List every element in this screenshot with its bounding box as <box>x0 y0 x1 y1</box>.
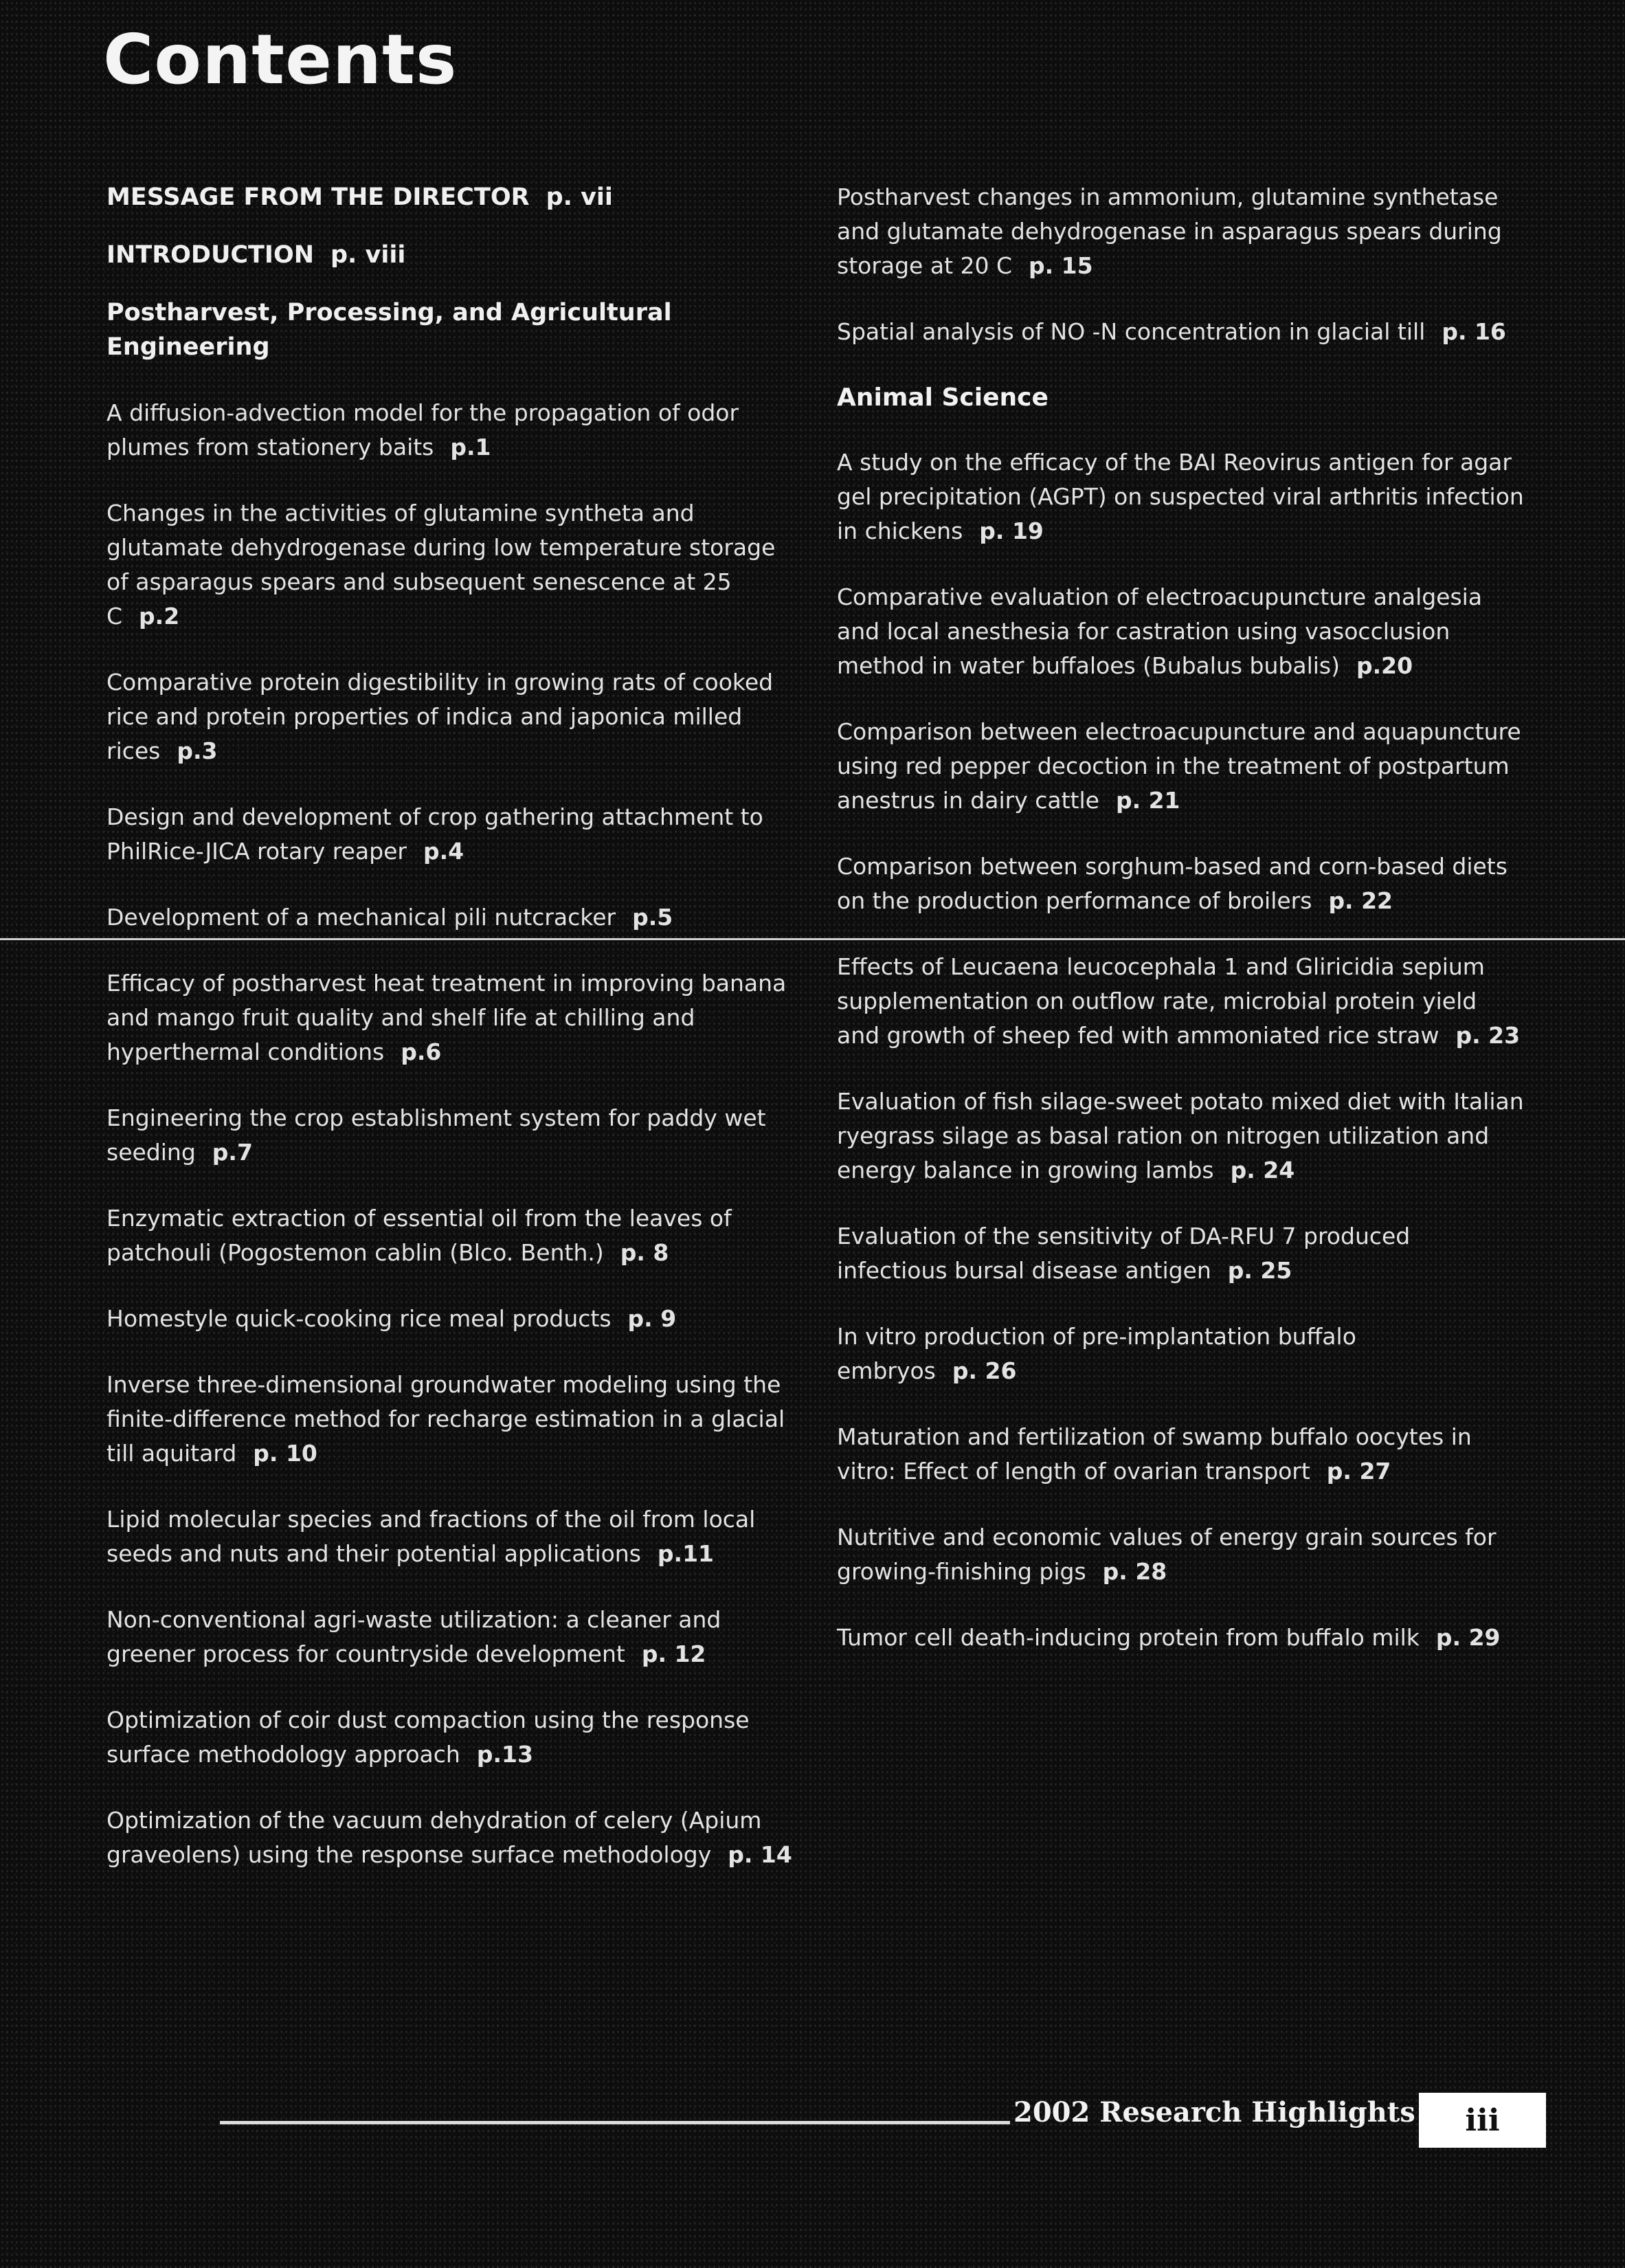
entry-title: Comparison between sorghum-based and corn-based diets on the production performance of broilers <box>837 853 1508 914</box>
entry-page: p. 15 <box>1029 252 1093 279</box>
footer-publication-title: 2002 Research Highlights <box>1013 2096 1415 2128</box>
entry-title: Postharvest changes in ammonium, glutamine synthetase and glutamate dehydrogenase in asparagus spears during storage at 20 C <box>837 184 1502 279</box>
entry-page: p. 9 <box>627 1305 677 1332</box>
toc-entry[interactable] <box>837 1520 1524 1589</box>
page-title: Contents <box>103 19 458 100</box>
toc-entry[interactable] <box>107 665 794 768</box>
entry-page: p. 29 <box>1435 1624 1501 1651</box>
section-heading-animal-science: Animal Science <box>837 383 1049 412</box>
entry-title: A diffusion-advection model for the propagation of odor plumes from stationery baits <box>107 399 739 460</box>
entry-page: p. 26 <box>952 1357 1017 1384</box>
entry-title: A study on the efficacy of the BAI Reovirus antigen for agar gel precipitation (AGPT) on suspected viral arthritis infection in chickens <box>837 449 1524 544</box>
toc-entry[interactable] <box>837 849 1524 918</box>
toc-entry-director-message[interactable] <box>107 180 794 214</box>
entry-title: Efficacy of postharvest heat treatment in improving banana and mango fruit quality and shelf life at chilling and hyperthermal conditions <box>107 970 787 1065</box>
toc-entry[interactable] <box>107 1302 794 1336</box>
entry-title: Homestyle quick-cooking rice meal products <box>107 1305 612 1332</box>
toc-entry[interactable] <box>837 580 1524 683</box>
entry-title: Evaluation of fish silage-sweet potato mixed diet with Italian ryegrass silage as basal ration on nitrogen utilization and energy balance in growing lambs <box>837 1088 1524 1183</box>
entry-title: Development of a mechanical pili nutcracker <box>107 904 616 931</box>
entry-page: p. 8 <box>620 1239 669 1266</box>
toc-entry-introduction[interactable] <box>107 238 794 272</box>
entry-title: Nutritive and economic values of energy grain sources for growing-finishing pigs <box>837 1524 1497 1585</box>
toc-entry[interactable] <box>107 1703 794 1772</box>
toc-entry[interactable] <box>107 900 794 935</box>
toc-entry[interactable] <box>837 1085 1524 1188</box>
entry-page: p.7 <box>212 1139 253 1166</box>
toc-entry[interactable] <box>107 966 794 1069</box>
entry-title: Comparison between electroacupuncture and aquapuncture using red pepper decoction in the treatment of postpartum anestrus in dairy cattle <box>837 718 1521 814</box>
toc-entry[interactable] <box>107 1803 794 1872</box>
entry-page: p. 16 <box>1442 318 1506 345</box>
entry-page: p. 21 <box>1115 787 1180 814</box>
entry-title: INTRODUCTION <box>107 241 314 269</box>
entry-title: In vitro production of pre-implantation buffalo embryos <box>837 1323 1356 1384</box>
toc-entry[interactable] <box>107 1201 794 1270</box>
entry-page: p.20 <box>1356 652 1413 679</box>
entry-title: Enzymatic extraction of essential oil from the leaves of patchouli (Pogostemon cablin (Blco. Benth.) <box>107 1205 732 1266</box>
entry-title: Comparative protein digestibility in growing rats of cooked rice and protein properties of indica and japonica milled rices <box>107 669 774 764</box>
toc-entry[interactable] <box>107 1368 794 1471</box>
entry-page: p.2 <box>139 603 180 630</box>
entry-title: Spatial analysis of NO -N concentration in glacial till <box>837 318 1426 345</box>
entry-page: p. vii <box>546 184 613 211</box>
horizontal-rule <box>0 938 1625 940</box>
entry-page: p. viii <box>330 241 406 269</box>
entry-title: Changes in the activities of glutamine syntheta and glutamate dehydrogenase during low temperature storage of asparagus spears and subsequent senescence at 25 C <box>107 500 776 630</box>
entry-page: p. 23 <box>1455 1022 1521 1049</box>
right-column <box>837 180 1524 1655</box>
entry-page: p.13 <box>476 1741 533 1768</box>
left-column <box>107 180 794 1872</box>
entry-page: p.3 <box>177 737 218 764</box>
toc-entry[interactable] <box>837 1219 1524 1288</box>
entry-page: p. 25 <box>1227 1257 1292 1284</box>
entry-page: p. 24 <box>1230 1157 1295 1183</box>
entry-title: Engineering the crop establishment system for paddy wet seeding <box>107 1104 766 1166</box>
entry-page: p.11 <box>657 1540 715 1567</box>
entry-title: Comparative evaluation of electroacupuncture analgesia and local anesthesia for castration using vasocclusion method in water buffaloes (Bubalus bubalis) <box>837 583 1483 679</box>
entry-page: p. 12 <box>641 1641 706 1667</box>
toc-entry[interactable] <box>837 1621 1524 1655</box>
entry-page: p. 19 <box>979 518 1044 544</box>
page-number-box <box>1419 2093 1546 2148</box>
toc-entry[interactable] <box>107 1502 794 1571</box>
entry-page: p. 10 <box>253 1440 317 1467</box>
toc-entry[interactable] <box>837 180 1524 283</box>
section-heading-postharvest <box>107 296 794 364</box>
entry-title: MESSAGE FROM THE DIRECTOR <box>107 184 530 211</box>
entry-page: p. 14 <box>728 1841 792 1868</box>
entry-page: p.1 <box>450 434 491 460</box>
toc-entry[interactable] <box>837 1320 1524 1388</box>
entry-title: Design and development of crop gathering attachment to PhilRice-JICA rotary reaper <box>107 803 763 865</box>
entry-page: p. 22 <box>1328 887 1393 914</box>
toc-entry[interactable] <box>837 445 1524 548</box>
toc-entry[interactable] <box>107 496 794 634</box>
entry-title: Optimization of coir dust compaction using the response surface methodology approach <box>107 1706 750 1768</box>
entry-title: Maturation and fertilization of swamp buffalo oocytes in vitro: Effect of length of ovarian transport <box>837 1423 1472 1485</box>
footer-rule <box>220 2121 1010 2124</box>
entry-title: Non-conventional agri-waste utilization: a cleaner and greener process for countryside development <box>107 1606 721 1667</box>
entry-page: p.4 <box>423 838 464 865</box>
section-title: Postharvest, Processing, and Agricultural Engineering <box>107 299 672 361</box>
toc-entry[interactable] <box>107 1101 794 1170</box>
entry-title: Inverse three-dimensional groundwater modeling using the finite-difference method for recharge estimation in a glacial till aquitard <box>107 1371 785 1467</box>
page-number: iii <box>1465 2102 1500 2138</box>
entry-page: p.6 <box>401 1038 442 1065</box>
entry-title: Tumor cell death-inducing protein from buffalo milk <box>837 1624 1420 1651</box>
entry-title: Lipid molecular species and fractions of the oil from local seeds and nuts and their potential applications <box>107 1506 756 1567</box>
entry-page: p.5 <box>632 904 673 931</box>
toc-entry[interactable] <box>107 800 794 869</box>
toc-entry[interactable] <box>107 396 794 465</box>
toc-entry[interactable] <box>837 715 1524 818</box>
entry-page: p. 28 <box>1102 1558 1167 1585</box>
toc-entry[interactable] <box>837 950 1524 1053</box>
entry-title: Effects of Leucaena leucocephala 1 and Gliricidia sepium supplementation on outflow rate, microbial protein yield and growth of sheep fed with ammoniated rice straw <box>837 953 1485 1049</box>
entry-title: Optimization of the vacuum dehydration of celery (Apium graveolens) using the response surface methodology <box>107 1807 762 1868</box>
entry-page: p. 27 <box>1326 1458 1391 1485</box>
entry-title: Evaluation of the sensitivity of DA-RFU 7 produced infectious bursal disease antigen <box>837 1223 1411 1284</box>
toc-entry[interactable] <box>107 1603 794 1671</box>
toc-entry[interactable] <box>837 1420 1524 1489</box>
toc-entry[interactable] <box>837 315 1524 349</box>
